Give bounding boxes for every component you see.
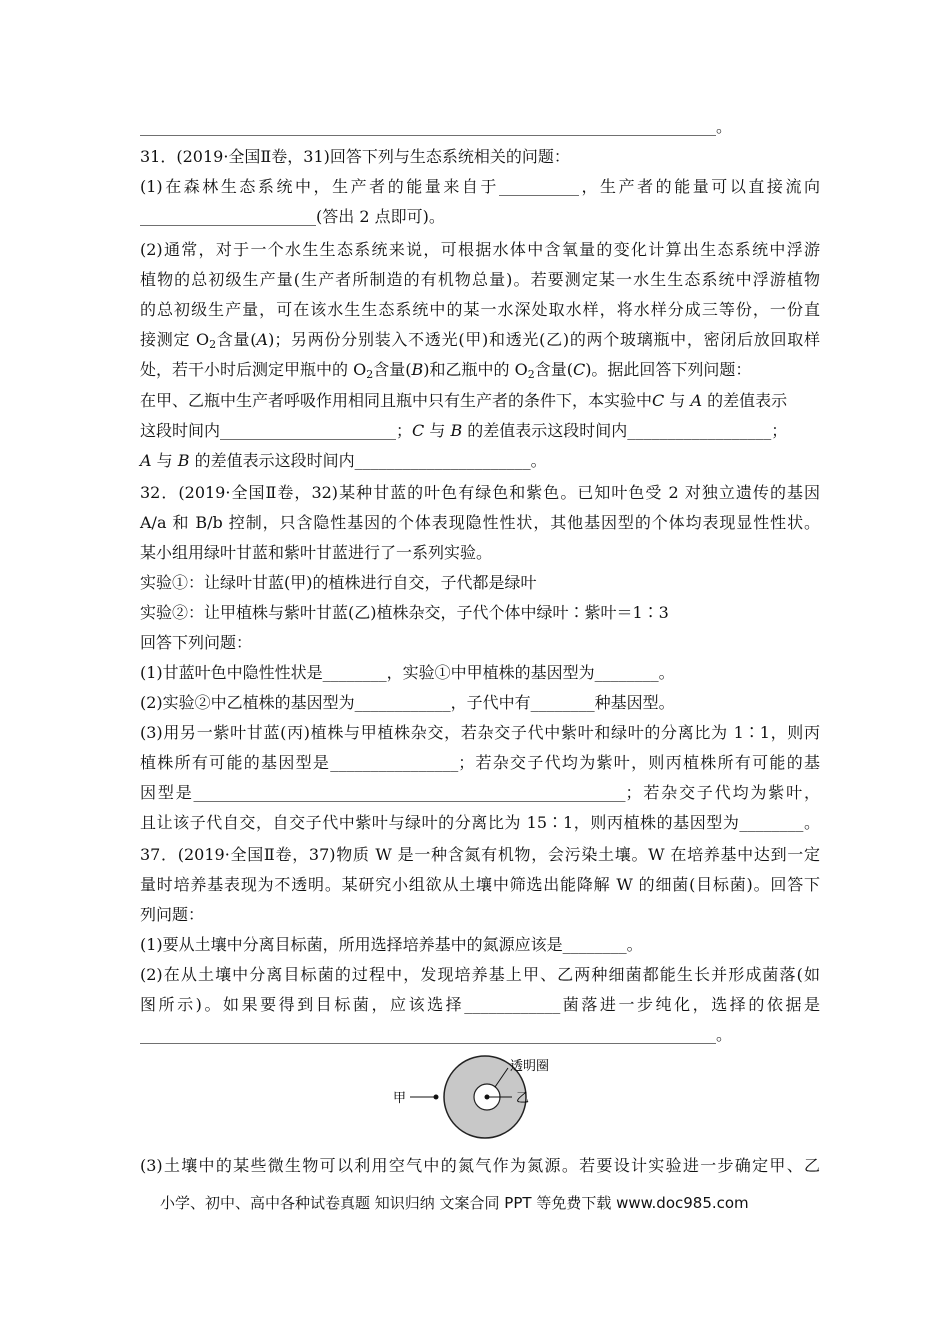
q31-part3-line1: 在甲、乙瓶中生产者呼吸作用相同且瓶中只有生产者的条件下，本实验中C 与 A 的差值表示 (140, 391, 788, 410)
q32-line8: (2)实验②中乙植株的基因型为____________，子代中有________种基因型。 (140, 693, 675, 712)
q37-line2: 量时培养基表现为不透明。某研究小组欲从土壤中筛选出能降解 W 的细菌(目标菌)。回答下 (140, 875, 820, 894)
q31-header: 31．(2019·全国Ⅱ卷，31)回答下列与生态系统相关的问题： (140, 147, 570, 166)
q31-part3-line3: A 与 B 的差值表示这段时间内______________________。 (140, 451, 547, 470)
q32-line5: 实验②：让甲植株与紫叶甘蓝(乙)植株杂交，子代个体中绿叶∶紫叶＝1∶3 (140, 603, 669, 622)
q32-line7: (1)甘蓝叶色中隐性性状是________，实验①中甲植株的基因型为________。 (140, 663, 675, 682)
petri-dish-figure (380, 1050, 570, 1140)
q32-line9: (3)用另一紫叶甘蓝(丙)植株与甲植株杂交，若杂交子代中紫叶和绿叶的分离比为 1∶1，则丙 (140, 723, 820, 742)
q32-line3: 某小组用绿叶甘蓝和紫叶甘蓝进行了一系列实验。 (140, 543, 493, 562)
answer-blank-line: ________________________________________________________________________。 (140, 117, 732, 136)
q32-line11: 因型是______________________________________________________；若杂交子代均为紫叶， (140, 783, 820, 802)
q37-line1: 37．(2019·全国Ⅱ卷，37)物质 W 是一种含氮有机物，会污染土壤。W 在培养基中达到一定 (140, 845, 820, 864)
label-clear-zone: 透明圈 (510, 1059, 550, 1074)
q37-line7: ________________________________________________________________________。 (140, 1025, 732, 1044)
q31-part1-line1: (1)在森林生态系统中，生产者的能量来自于__________，生产者的能量可以直接流向 (140, 177, 820, 196)
page-footer: 小学、初中、高中各种试卷真题 知识归纳 文案合同 PPT 等免费下载 www.doc985.com (160, 1194, 749, 1212)
label-jia: 甲 (393, 1091, 407, 1106)
q37-line6: 图所示)。如果要得到目标菌，应该选择____________菌落进一步纯化，选择的依据是 (140, 995, 820, 1014)
q32-line10: 植株所有可能的基因型是________________；若杂交子代均为紫叶，则丙植株所有可能的基 (140, 753, 820, 772)
q31-part2-line5: 处，若干小时后测定甲瓶中的 $O_2$含量(B)和乙瓶中的 $O_2$含量(C)。据此回答下列问题： (140, 360, 752, 381)
q37-line3: 列问题： (140, 905, 205, 924)
q32-line2: A/a 和 B/b 控制，只含隐性基因的个体表现隐性性状，其他基因型的个体均表现显性性状。 (140, 513, 820, 532)
q31-part2-line2: 植物的总初级生产量(生产者所制造的有机物总量)。若要测定某一水生生态系统中浮游植物 (140, 270, 820, 289)
q31-part2-line4: 接测定 $O_2$含量(A)；另两份分别装入不透光(甲)和透光(乙)的两个玻璃瓶中，密闭后放回取样 (140, 330, 820, 351)
q31-part2-line1: (2)通常，对于一个水生生态系统来说，可根据水体中含氧量的变化计算出生态系统中浮游 (140, 240, 820, 259)
q37-line4: (1)要从土壤中分离目标菌，所用选择培养基中的氮源应该是________。 (140, 935, 643, 954)
q37-line8: (3)土壤中的某些微生物可以利用空气中的氮气作为氮源。若要设计实验进一步确定甲、乙 (140, 1156, 820, 1175)
q37-line5: (2)在从土壤中分离目标菌的过程中，发现培养基上甲、乙两种细菌都能生长并形成菌落(如 (140, 965, 820, 984)
q32-line6: 回答下列问题： (140, 633, 253, 652)
q31-part3-line2: 这段时间内______________________；C 与 B 的差值表示这段时间内__________________； (140, 421, 788, 440)
q31-part2-line3: 的总初级生产量，可在该水生生态系统中的某一水深处取水样，将水样分成三等份，一份直 (140, 300, 820, 319)
label-yi: 乙 (516, 1091, 530, 1106)
q31-part1-line2: ______________________(答出 2 点即可)。 (140, 207, 445, 226)
q32-line1: 32．(2019·全国Ⅱ卷，32)某种甘蓝的叶色有绿色和紫色。已知叶色受 2 对独立遗传的基因 (140, 483, 820, 502)
q32-line12: 且让该子代自交，自交子代中紫叶与绿叶的分离比为 15∶1，则丙植株的基因型为________。 (140, 813, 820, 832)
q32-line4: 实验①：让绿叶甘蓝(甲)的植株进行自交，子代都是绿叶 (140, 573, 537, 592)
